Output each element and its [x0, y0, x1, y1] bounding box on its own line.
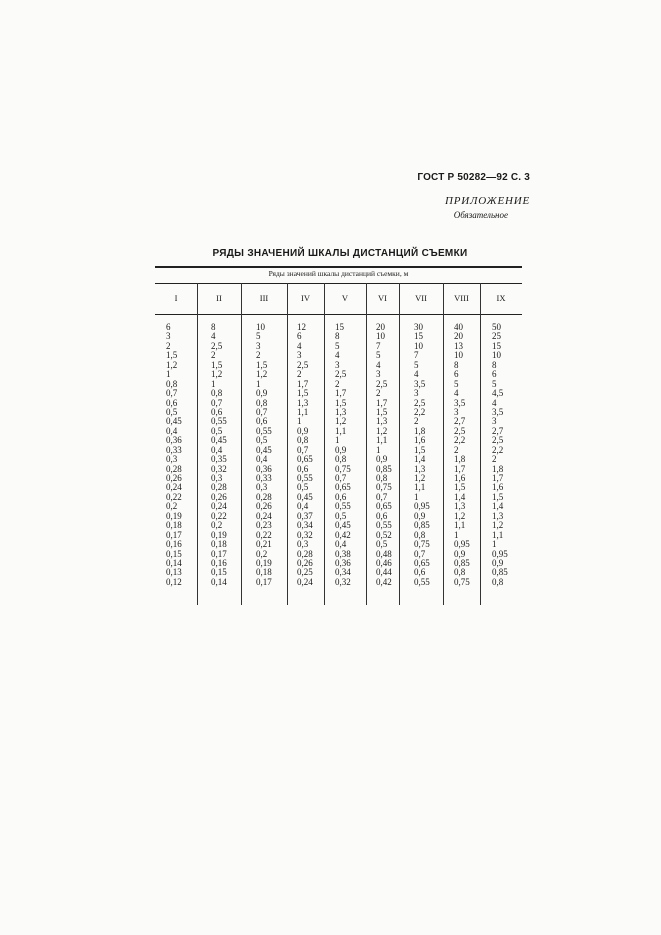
table-cell: 1,2: [211, 369, 223, 380]
table-cell: 1,1: [376, 435, 388, 446]
table-cell: 0,85: [454, 557, 470, 568]
table-cell: 0,6: [211, 406, 223, 417]
table-cell: 3,5: [492, 406, 504, 417]
table-cell: 0,17: [256, 576, 272, 587]
table-cell: 2: [335, 378, 340, 389]
table-cell: 0,21: [256, 539, 272, 550]
table-cell: 1: [256, 378, 261, 389]
table-cell: 0,22: [256, 529, 272, 540]
column-header: VII: [415, 293, 427, 303]
table-cell: 10: [454, 350, 463, 361]
table-cell: 3: [335, 359, 340, 370]
table-cell: 0,85: [492, 567, 508, 578]
table-cell: 0,36: [335, 557, 351, 568]
table-cell: 0,45: [256, 444, 272, 455]
column-values: [297, 323, 313, 587]
table-cell: 0,15: [211, 567, 227, 578]
column-header: III: [259, 293, 269, 303]
table-cell: 0,24: [211, 501, 227, 512]
table-cell: 0,8: [454, 567, 466, 578]
table-cell: 0,7: [256, 406, 268, 417]
table-cell: 6: [454, 369, 459, 380]
column-divider: [366, 283, 367, 605]
table-top-rule: [155, 266, 522, 268]
table-cell: 0,5: [335, 510, 347, 521]
table-cell: 2: [376, 388, 381, 399]
table-cell: 0,33: [166, 444, 182, 455]
table-cell: 0,42: [376, 576, 392, 587]
column-header: VI: [378, 293, 387, 303]
table-cell: 2,5: [335, 369, 347, 380]
table-cell: 1,5: [256, 359, 268, 370]
table-cell: 1,5: [335, 397, 347, 408]
table-cell: 0,28: [256, 491, 272, 502]
table-cell: 0,17: [211, 548, 227, 559]
table-cell: 0,6: [256, 416, 268, 427]
column-divider: [241, 283, 242, 605]
table-cell: 3: [256, 340, 261, 351]
table-cell: 3: [454, 406, 459, 417]
table-cell: 0,45: [297, 491, 313, 502]
table-cell: 1,8: [492, 463, 504, 474]
table-cell: 0,8: [414, 529, 426, 540]
table-cell: 2,5: [492, 435, 504, 446]
table-cell: 6: [166, 322, 171, 332]
table-cell: 0,17: [166, 529, 182, 540]
column-divider: [399, 283, 400, 605]
table-cell: 0,23: [256, 520, 272, 531]
column-header: VIII: [454, 293, 469, 303]
table-cell: 0,28: [297, 548, 313, 559]
table-cell: 8: [492, 359, 497, 370]
table-cell: 4: [492, 397, 497, 408]
table-cell: 1,1: [414, 482, 426, 493]
table-cell: 0,18: [256, 567, 272, 578]
table-header-bottom-rule: [155, 314, 522, 315]
table-cell: 0,36: [256, 463, 272, 474]
table-cell: 0,15: [166, 548, 182, 559]
table-cell: 1,2: [256, 369, 268, 380]
table-cell: 0,45: [166, 416, 182, 427]
table-cell: 1,1: [335, 425, 347, 436]
table-cell: 2,5: [376, 378, 388, 389]
table-cell: 1,2: [335, 416, 347, 427]
standard-header: ГОСТ Р 50282—92 С. 3: [417, 172, 530, 183]
table-cell: 0,4: [335, 539, 347, 550]
table-cell: 1,4: [492, 501, 504, 512]
table-cell: 1: [492, 539, 497, 550]
column-header: II: [216, 293, 222, 303]
table-cell: 1,5: [166, 350, 178, 361]
table-cell: 1,6: [492, 482, 504, 493]
table-cell: 1,2: [492, 520, 504, 531]
table-cell: 0,75: [335, 463, 351, 474]
table-cell: 4: [335, 350, 340, 361]
table-cell: 0,85: [376, 463, 392, 474]
table-cell: 1,2: [454, 510, 466, 521]
table-cell: 0,2: [211, 520, 223, 531]
table-cell: 7: [376, 340, 381, 351]
table-cell: 3: [492, 416, 497, 427]
table-cell: 1,3: [376, 416, 388, 427]
table-cell: 0,19: [211, 529, 227, 540]
column-divider: [287, 283, 288, 605]
table-cell: 0,55: [297, 473, 313, 483]
table-super-header: Ряды значений шкалы дистанций съемки, м: [268, 269, 409, 278]
table-cell: 0,4: [297, 501, 309, 512]
table-cell: 0,16: [211, 557, 227, 568]
table-cell: 3,5: [454, 397, 466, 408]
table-cell: 3: [166, 331, 171, 342]
table-cell: 15: [492, 340, 501, 351]
table-cell: 0,75: [454, 576, 470, 587]
table-cell: 0,8: [376, 473, 388, 483]
table-cell: 0,55: [376, 520, 392, 531]
table-cell: 0,7: [414, 548, 426, 559]
table-cell: 0,55: [414, 576, 430, 587]
table-cell: 0,12: [166, 576, 182, 587]
table-cell: 1,7: [297, 378, 309, 389]
column-divider: [480, 283, 481, 605]
table-cell: 0,3: [297, 539, 309, 550]
table-cell: 7: [414, 350, 419, 361]
table-cell: 0,22: [166, 491, 182, 502]
table-cell: 4: [454, 388, 459, 399]
table-cell: 0,2: [256, 548, 268, 559]
table-cell: 2: [492, 454, 497, 465]
table-cell: 0,9: [492, 557, 504, 568]
table-cell: 0,24: [256, 510, 272, 521]
table-cell: 2,5: [297, 359, 309, 370]
table-cell: 1,5: [492, 491, 504, 502]
table-cell: 2,5: [454, 425, 466, 436]
table-cell: 2: [414, 416, 419, 427]
table-cell: 13: [454, 340, 463, 351]
table-cell: 1: [414, 491, 419, 502]
table-cell: 12: [297, 322, 306, 332]
table-cell: 0,4: [166, 425, 178, 436]
table-cell: 0,45: [335, 520, 351, 531]
table-cell: 0,7: [297, 444, 309, 455]
table-cell: 1: [454, 529, 459, 540]
table-cell: 0,35: [211, 454, 227, 465]
table-cell: 15: [414, 331, 423, 342]
table-cell: 0,75: [376, 482, 392, 493]
table-cell: 0,9: [335, 444, 347, 455]
table-cell: 0,7: [335, 473, 347, 483]
table-cell: 1,8: [414, 425, 426, 436]
table-cell: 6: [492, 369, 497, 380]
table-cell: 0,95: [414, 501, 430, 512]
appendix-note: Обязательное: [453, 210, 508, 220]
table-cell: 1,3: [454, 501, 466, 512]
table-cell: 2: [297, 369, 302, 380]
table-cell: 5: [454, 378, 459, 389]
table-cell: 1,3: [492, 510, 504, 521]
table-cell: 0,7: [166, 388, 178, 399]
table-cell: 50: [492, 322, 501, 332]
table-cell: 2: [211, 350, 216, 361]
table-cell: 2: [454, 444, 459, 455]
table-cell: 0,9: [297, 425, 309, 436]
table-cell: 1,2: [166, 359, 178, 370]
table-cell: 5: [414, 359, 419, 370]
table-cell: 0,7: [211, 397, 223, 408]
table-cell: 1,1: [492, 529, 504, 540]
column-values: [414, 323, 430, 587]
column-values: [256, 323, 272, 587]
table-cell: 1,5: [211, 359, 223, 370]
table-subheader-rule: [155, 283, 522, 284]
column-values: [335, 323, 351, 587]
table-cell: 1: [166, 369, 171, 380]
table-cell: 1: [297, 416, 302, 427]
table-cell: 8: [335, 331, 340, 342]
table-cell: 0,9: [376, 454, 388, 465]
table-cell: 0,34: [335, 567, 351, 578]
table-cell: 20: [454, 331, 463, 342]
table-cell: 0,13: [166, 567, 182, 578]
column-divider: [443, 283, 444, 605]
column-divider: [197, 283, 198, 605]
table-cell: 0,6: [297, 463, 309, 474]
table-cell: 2,2: [414, 406, 426, 417]
table-cell: 1,3: [335, 406, 347, 417]
table-cell: 2: [166, 340, 171, 351]
table-cell: 0,65: [376, 501, 392, 512]
table-cell: 0,65: [335, 482, 351, 493]
table-cell: 0,75: [414, 539, 430, 550]
table-cell: 0,9: [454, 548, 466, 559]
table-cell: 6: [297, 331, 302, 342]
table-cell: 0,5: [297, 482, 309, 493]
table-cell: 20: [376, 322, 385, 332]
table-cell: 10: [414, 340, 423, 351]
table-cell: 0,3: [166, 454, 178, 465]
table-cell: 1: [335, 435, 340, 446]
table-cell: 0,5: [166, 406, 178, 417]
table-cell: 0,4: [256, 454, 268, 465]
column-values: [454, 323, 470, 587]
table-cell: 10: [256, 322, 265, 332]
column-values: [492, 323, 508, 587]
table-cell: 0,32: [297, 529, 313, 540]
table-cell: 0,6: [335, 491, 347, 502]
table-cell: 0,9: [414, 510, 426, 521]
table-cell: 3: [414, 388, 419, 399]
table-cell: 25: [492, 331, 501, 342]
table-cell: 0,38: [335, 548, 351, 559]
table-cell: 2,2: [454, 435, 466, 446]
table-cell: 1,2: [414, 473, 426, 483]
table-cell: 0,48: [376, 548, 392, 559]
table-cell: 0,18: [166, 520, 182, 531]
table-cell: 0,52: [376, 529, 392, 540]
table-cell: 1,5: [376, 406, 388, 417]
table-cell: 0,19: [256, 557, 272, 568]
column-values: [211, 323, 227, 587]
table-cell: 0,22: [211, 510, 227, 521]
table-cell: 2: [256, 350, 261, 361]
table-cell: 15: [335, 322, 344, 332]
table-cell: 0,3: [211, 473, 223, 483]
table-cell: 1: [211, 378, 216, 389]
table-cell: 3: [297, 350, 302, 361]
table-cell: 1,5: [297, 388, 309, 399]
table-cell: 0,3: [256, 482, 268, 493]
table-cell: 3,5: [414, 378, 426, 389]
table-cell: 1,2: [376, 425, 388, 436]
table-cell: 40: [454, 322, 463, 332]
table-cell: 4: [211, 331, 216, 342]
column-header: IX: [496, 293, 506, 303]
table-cell: 0,28: [166, 463, 182, 474]
table-cell: 0,65: [297, 454, 313, 465]
table-cell: 2,5: [414, 397, 426, 408]
table-cell: 0,55: [211, 416, 227, 427]
table-cell: 0,2: [166, 501, 178, 512]
column-divider: [324, 283, 325, 605]
table-cell: 0,55: [335, 501, 351, 512]
table-cell: 8: [211, 322, 216, 332]
table-cell: 0,32: [335, 576, 351, 587]
table-cell: 0,26: [256, 501, 272, 512]
table-cell: 1,4: [454, 491, 466, 502]
column-values: [376, 323, 392, 587]
table-cell: 0,24: [166, 482, 182, 493]
table-cell: 4: [414, 369, 419, 380]
table-cell: 0,34: [297, 520, 313, 531]
table-cell: 0,24: [297, 576, 313, 587]
table-cell: 0,6: [414, 567, 426, 578]
table-cell: 1,5: [454, 482, 466, 493]
table-cell: 0,5: [256, 435, 268, 446]
table-cell: 0,6: [166, 397, 178, 408]
table-cell: 0,44: [376, 567, 392, 578]
column-header: IV: [301, 293, 310, 303]
table-cell: 1,7: [454, 463, 466, 474]
table-cell: 3: [376, 369, 381, 380]
column-header: I: [174, 293, 178, 303]
document-title: РЯДЫ ЗНАЧЕНИЙ ШКАЛЫ ДИСТАНЦИЙ СЪЕМКИ: [212, 248, 468, 259]
table-cell: 0,8: [166, 378, 178, 389]
table-cell: 2,7: [492, 425, 504, 436]
table-cell: 5: [256, 331, 261, 342]
table-cell: 1,3: [297, 397, 309, 408]
table-cell: 1,4: [414, 454, 426, 465]
table-cell: 1,1: [454, 520, 466, 531]
table-cell: 1,5: [414, 444, 426, 455]
table-cell: 0,26: [166, 473, 182, 483]
table-cell: 0,65: [414, 557, 430, 568]
table-cell: 0,9: [256, 388, 268, 399]
table-cell: 1,7: [335, 388, 347, 399]
table-cell: 0,42: [335, 529, 351, 540]
table-cell: 2,2: [492, 444, 504, 455]
table-cell: 0,4: [211, 444, 223, 455]
column-header: V: [341, 293, 349, 303]
column-values: [166, 323, 182, 587]
table-cell: 1,3: [414, 463, 426, 474]
table-cell: 8: [454, 359, 459, 370]
table-cell: 0,95: [492, 548, 508, 559]
table-cell: 4,5: [492, 388, 504, 399]
table-cell: 10: [492, 350, 501, 361]
table-cell: 0,19: [166, 510, 182, 521]
table-cell: 5: [376, 350, 381, 361]
table-cell: 1,8: [454, 454, 466, 465]
table-cell: 0,7: [376, 491, 388, 502]
table-cell: 0,6: [376, 510, 388, 521]
table-cell: 1,1: [297, 406, 309, 417]
appendix-title: ПРИЛОЖЕНИЕ: [445, 195, 530, 207]
table-cell: 0,45: [211, 435, 227, 446]
table-cell: 0,8: [256, 397, 268, 408]
table-cell: 4: [297, 340, 302, 351]
table-cell: 1,7: [376, 397, 388, 408]
table-cell: 30: [414, 322, 423, 332]
table-cell: 0,5: [376, 539, 388, 550]
table-cell: 0,14: [211, 576, 227, 587]
table-cell: 0,8: [297, 435, 309, 446]
table-cell: 0,5: [211, 425, 223, 436]
table-cell: 0,8: [492, 576, 504, 587]
table-cell: 0,46: [376, 557, 392, 568]
table-cell: 0,8: [211, 388, 223, 399]
table-cell: 2,7: [454, 416, 466, 427]
table-cell: 5: [335, 340, 340, 351]
table-cell: 0,28: [211, 482, 227, 493]
table-cell: 1,7: [492, 473, 504, 483]
table-cell: 0,8: [335, 454, 347, 465]
table-cell: 4: [376, 359, 381, 370]
table-cell: 0,85: [414, 520, 430, 531]
table-cell: 10: [376, 331, 385, 342]
table-cell: 1: [376, 444, 381, 455]
table-cell: 1,6: [414, 435, 426, 446]
table-cell: 0,18: [211, 539, 227, 550]
table-cell: 0,36: [166, 435, 182, 446]
table-cell: 0,25: [297, 567, 313, 578]
table-cell: 0,16: [166, 539, 182, 550]
table-cell: 0,14: [166, 557, 182, 568]
table-cell: 0,26: [297, 557, 313, 568]
table-cell: 0,95: [454, 539, 470, 550]
table-cell: 0,33: [256, 473, 272, 483]
table-cell: 0,37: [297, 510, 313, 521]
table-cell: 0,26: [211, 491, 227, 502]
table-cell: 0,55: [256, 425, 272, 436]
table-cell: 1,6: [454, 473, 466, 483]
table-cell: 0,32: [211, 463, 227, 474]
table-cell: 2,5: [211, 340, 223, 351]
table-cell: 5: [492, 378, 497, 389]
